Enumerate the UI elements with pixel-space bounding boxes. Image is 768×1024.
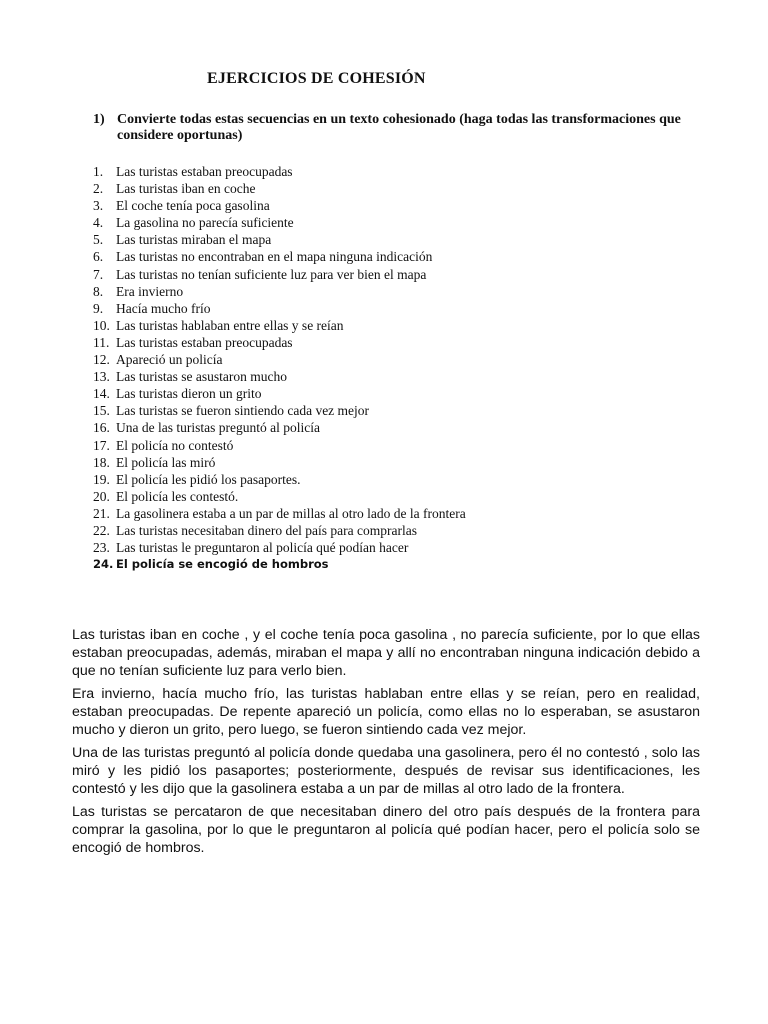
instruction-number: 1) — [93, 112, 105, 127]
list-item-number: 24. — [93, 557, 114, 572]
list-item-text: El policía les pidió los pasaportes. — [116, 471, 301, 487]
list-item-text: Era invierno — [116, 283, 184, 299]
list-item-number: 2. — [93, 181, 104, 197]
list-item-number: 9. — [93, 300, 104, 316]
list-item-number: 22. — [93, 522, 110, 538]
list-item-number: 19. — [93, 471, 110, 487]
list-item — [93, 402, 466, 419]
list-item — [93, 488, 466, 505]
list-item — [93, 197, 466, 214]
list-item — [93, 266, 466, 283]
list-item — [93, 454, 466, 471]
list-item — [93, 300, 466, 317]
list-item — [93, 385, 466, 402]
list-item — [93, 231, 466, 248]
exercise-instruction — [93, 112, 703, 144]
list-item — [93, 556, 466, 573]
list-item-text: Las turistas miraban el mapa — [116, 232, 272, 248]
list-item-text: Las turistas se fueron sintiendo cada vez mejor — [116, 403, 370, 419]
sequence-list — [93, 163, 466, 573]
list-item — [93, 317, 466, 334]
list-item-text: Las turistas no encontraban en el mapa ninguna indicación — [116, 249, 433, 265]
list-item-number: 6. — [93, 249, 104, 265]
list-item-text: Las turistas le preguntaron al policía qué podían hacer — [116, 540, 409, 556]
list-item-number: 17. — [93, 437, 110, 453]
list-item-text: El policía las miró — [116, 454, 216, 470]
list-item — [93, 522, 466, 539]
list-item-number: 14. — [93, 386, 110, 402]
list-item-text: El policía no contestó — [116, 437, 234, 453]
list-item-number: 23. — [93, 540, 110, 556]
list-item-text: Las turistas dieron un grito — [116, 386, 262, 402]
list-item — [93, 248, 466, 265]
list-item — [93, 471, 466, 488]
list-item — [93, 214, 466, 231]
list-item-number: 21. — [93, 505, 110, 521]
answer-text — [72, 626, 700, 862]
list-item-number: 16. — [93, 420, 110, 436]
list-item — [93, 539, 466, 556]
list-item-number: 7. — [93, 266, 104, 282]
list-item-number: 18. — [93, 454, 110, 470]
list-item-text: Hacía mucho frío — [116, 300, 211, 316]
list-item — [93, 437, 466, 454]
list-item-text: El policía les contestó. — [116, 488, 239, 504]
list-item — [93, 505, 466, 522]
list-item-number: 11. — [93, 334, 110, 350]
list-item-text: El policía se encogió de hombros — [116, 557, 329, 572]
list-item-number: 8. — [93, 283, 104, 299]
list-item-text: Una de las turistas preguntó al policía — [116, 420, 320, 436]
list-item-number: 15. — [93, 403, 110, 419]
list-item-text: Las turistas necesitaban dinero del país para comprarlas — [116, 522, 418, 538]
list-item-number: 12. — [93, 352, 110, 368]
list-item-number: 1. — [93, 164, 104, 179]
list-item-number: 5. — [93, 232, 104, 248]
list-item-text: Las turistas estaban preocupadas — [116, 164, 293, 179]
list-item-text: Las turistas hablaban entre ellas y se reían — [116, 317, 344, 333]
list-item-number: 10. — [93, 317, 110, 333]
list-item — [93, 283, 466, 300]
list-item — [93, 351, 466, 368]
list-item — [93, 419, 466, 436]
instruction-text: Convierte todas estas secuencias en un texto cohesionado (haga todas las transformaciones que considere oportunas) — [117, 112, 681, 143]
list-item-text: La gasolinera estaba a un par de millas al otro lado de la frontera — [116, 505, 466, 521]
list-item-number: 4. — [93, 215, 104, 231]
list-item-number: 20. — [93, 488, 110, 504]
list-item-text: Las turistas estaban preocupadas — [116, 334, 293, 350]
answer-paragraph: Las turistas iban en coche , y el coche tenía poca gasolina , no parecía suficiente, por lo que ellas estaban preocupadas, además, miraban el mapa y allí no encontraban ninguna indicación debido a que no tenían suficiente luz para verlo bien. — [72, 627, 700, 679]
list-item-text: El coche tenía poca gasolina — [116, 198, 270, 214]
list-item-text: Las turistas se asustaron mucho — [116, 369, 287, 385]
list-item — [93, 334, 466, 351]
answer-paragraph: Las turistas se percataron de que necesitaban dinero del otro país después de la frontera para comprar la gasolina, por lo que le preguntaron al policía qué podían hacer, pero el policía solo se encogió de hombros. — [72, 804, 700, 856]
document-title: EJERCICIOS DE COHESIÓN — [207, 70, 426, 87]
list-item-number: 13. — [93, 369, 110, 385]
list-item-number: 3. — [93, 198, 104, 214]
list-item-text: Las turistas iban en coche — [116, 181, 256, 197]
list-item-text: Apareció un policía — [116, 352, 223, 368]
list-item — [93, 180, 466, 197]
list-item — [93, 163, 466, 180]
list-item-text: Las turistas no tenían suficiente luz para ver bien el mapa — [116, 266, 427, 282]
answer-paragraph: Una de las turistas preguntó al policía donde quedaba una gasolinera, pero él no contestó , solo las miró y les pidió los pasaportes; posteriormente, después de revisar sus identificaciones, les contestó y les dijo que la gasolinera estaba a un par de millas al otro lado de la frontera. — [72, 745, 700, 797]
answer-paragraph: Era invierno, hacía mucho frío, las turistas hablaban entre ellas y se reían, pero en realidad, estaban preocupadas. De repente apareció un policía, como ellas no lo esperaban, se asustaron mucho y dieron un grito, pero luego, se fueron sintiendo cada vez mejor. — [72, 686, 700, 738]
list-item-text: La gasolina no parecía suficiente — [116, 215, 294, 231]
list-item — [93, 368, 466, 385]
